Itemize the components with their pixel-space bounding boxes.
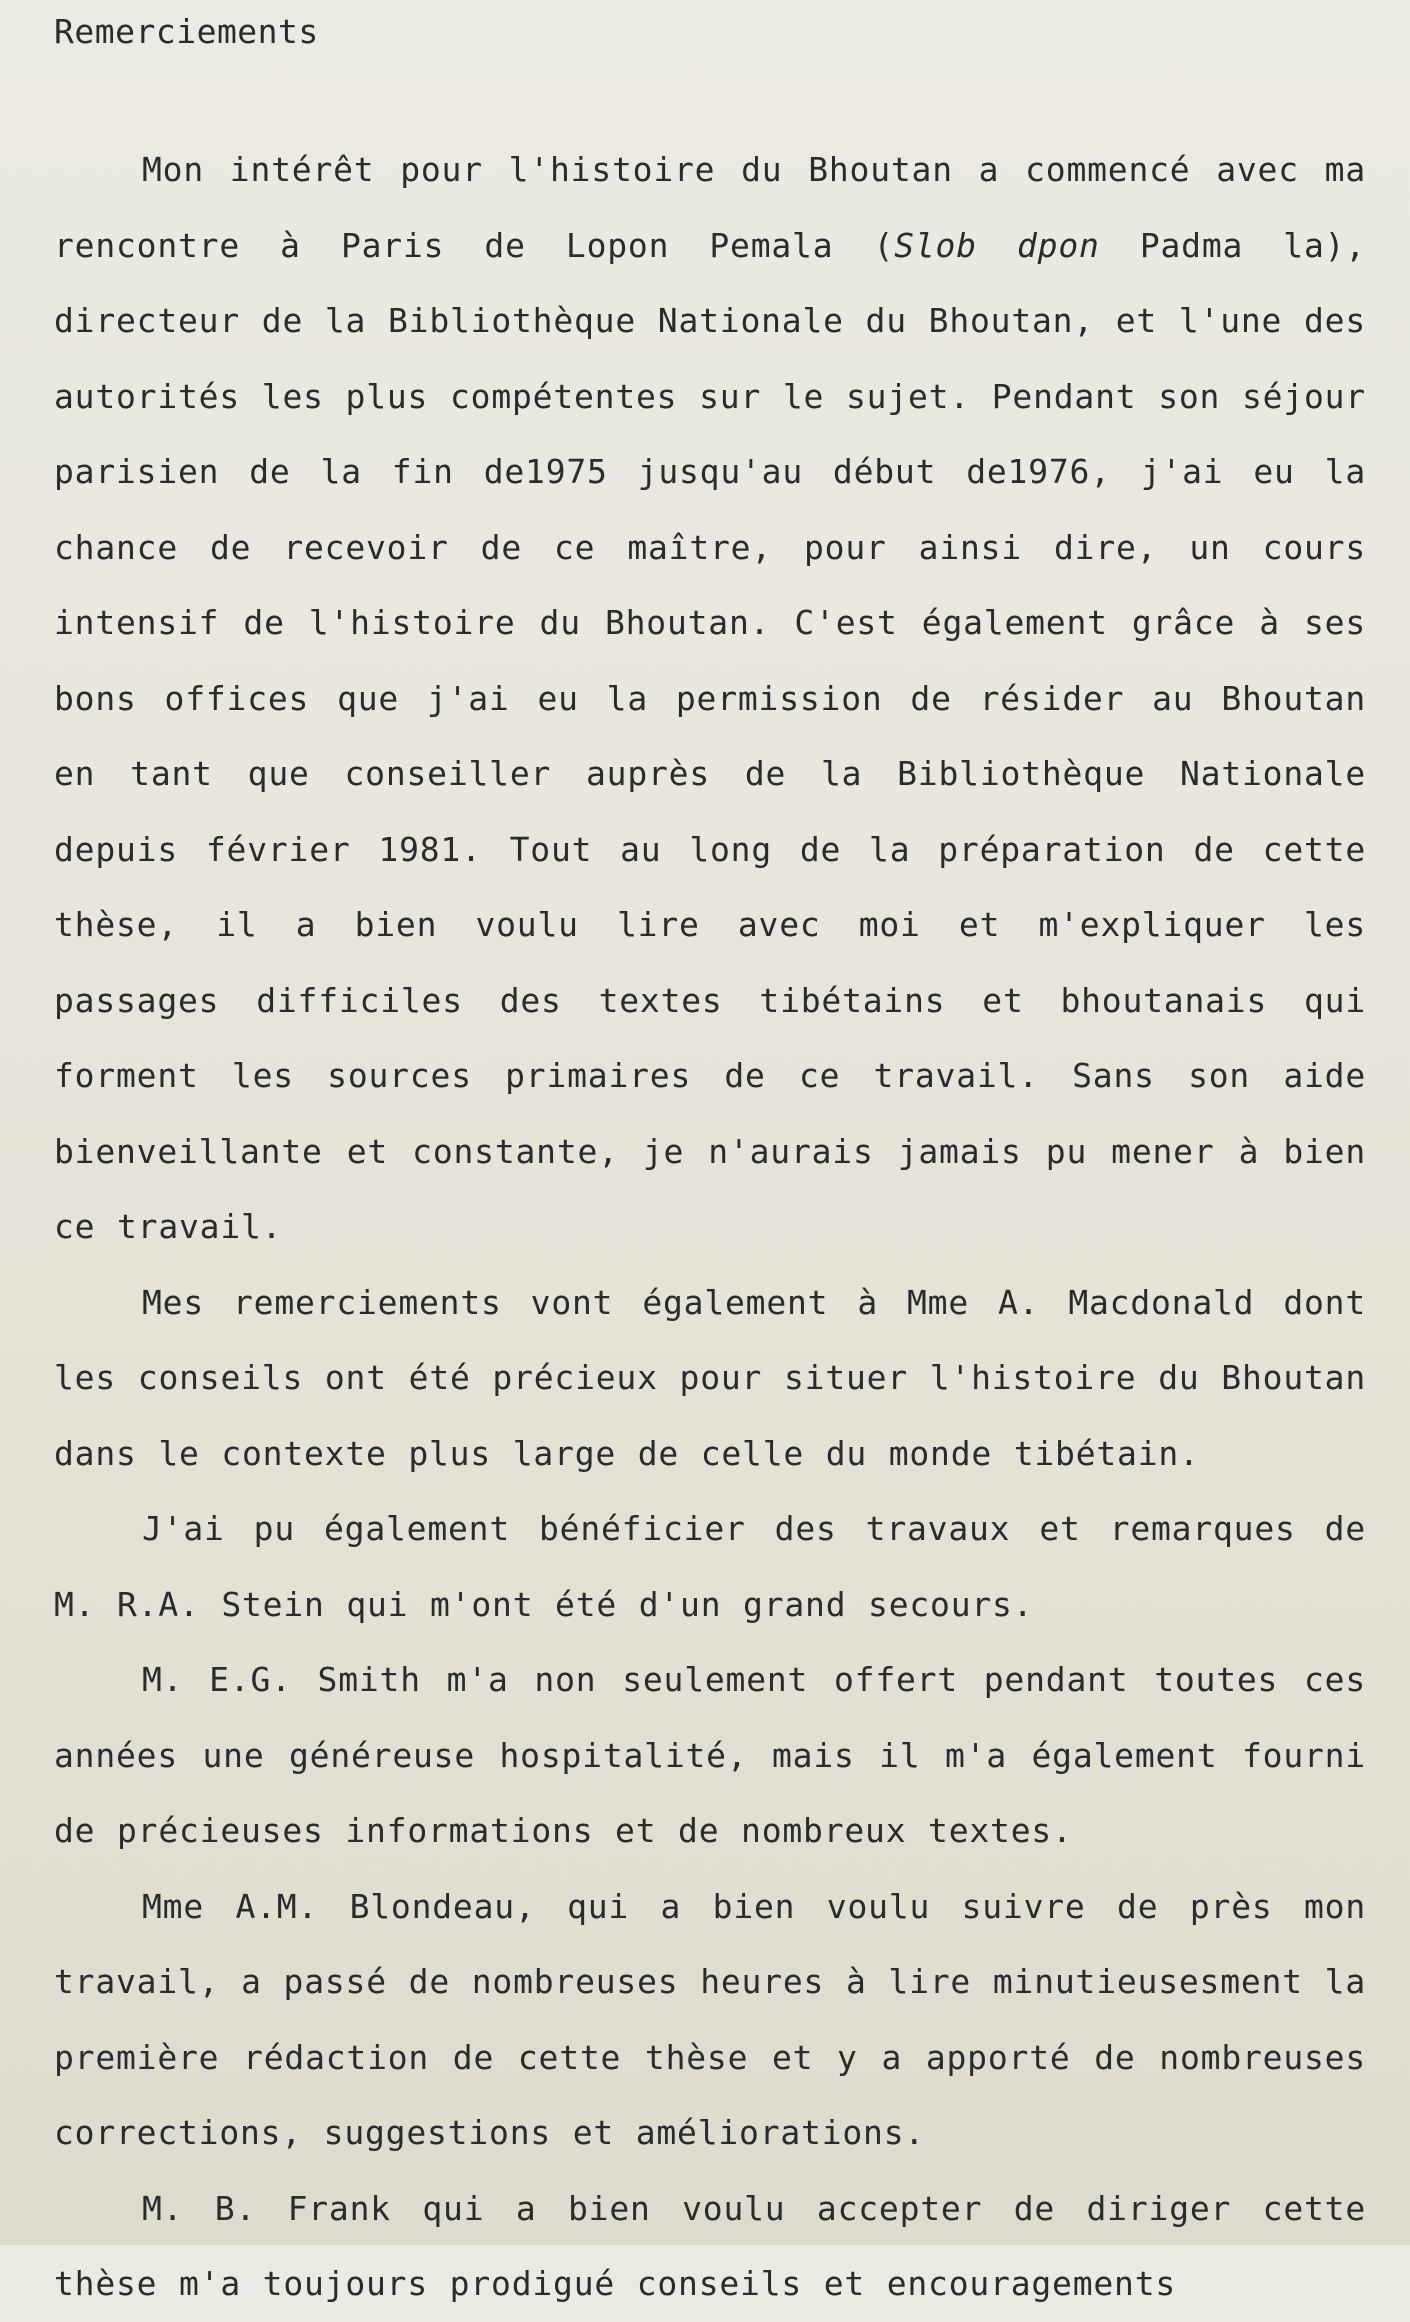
page-heading: Remerciements <box>54 12 319 51</box>
paragraph-text: Padma la), directeur de la Bibliothèque Nationale du Bhoutan, et l'une des autorités les plus compétentes sur le sujet. Pendant son séjour parisien de la fin de1975 jusqu'au début de1976, j'ai eu la chance de recevoir de ce maître, pour ainsi dire, un cours intensif de l'histoire du Bhoutan. C'est également grâce à ses bons offices que j'ai eu la permission de résider au Bhoutan en tant que conseiller auprès de la Bibliothèque Nationale depuis février 1981. Tout au long de la préparation de cette thèse, il a bien voulu lire avec moi et m'expliquer les passages difficiles des textes tibétains et bhoutanais qui forment les sources primaires de ce travail. Sans son aide bienveillante et constante, je n'aurais jamais pu mener à bien ce travail. <box>54 225 1366 1246</box>
paragraph-smith: M. E.G. Smith m'a non seulement offert pendant toutes ces années une généreuse hospitalité, mais il m'a également fourni de précieuses informations et de nombreux textes. <box>54 1660 1366 1850</box>
paragraph-frank: M. B. Frank qui a bien voulu accepter de diriger cette thèse m'a toujours prodigué conseils et encouragements <box>54 2188 1366 2303</box>
paragraph-blondeau: Mme A.M. Blondeau, qui a bien voulu suivre de près mon travail, a passé de nombreuses heures à lire minutieusesment la première rédaction de cette thèse et y a apporté de nombreuses corrections, suggestions et améliorations. <box>54 1886 1366 2152</box>
paragraph-macdonald: Mes remerciements vont également à Mme A. Macdonald dont les conseils ont été précieux pour situer l'histoire du Bhoutan dans le contexte plus large de celle du monde tibétain. <box>54 1282 1366 1473</box>
paragraph-lopon-pemala <box>54 132 1366 1265</box>
tibetan-name-italic: Slob dpon <box>894 225 1100 265</box>
paragraph-stein: J'ai pu également bénéficier des travaux et remarques de M. R.A. Stein qui m'ont été d'un grand secours. <box>54 1509 1366 1624</box>
paragraph-text: Mon intérêt pour l'histoire du Bhoutan a commencé avec ma rencontre à Paris de Lopon Pemala ( <box>54 150 1366 265</box>
